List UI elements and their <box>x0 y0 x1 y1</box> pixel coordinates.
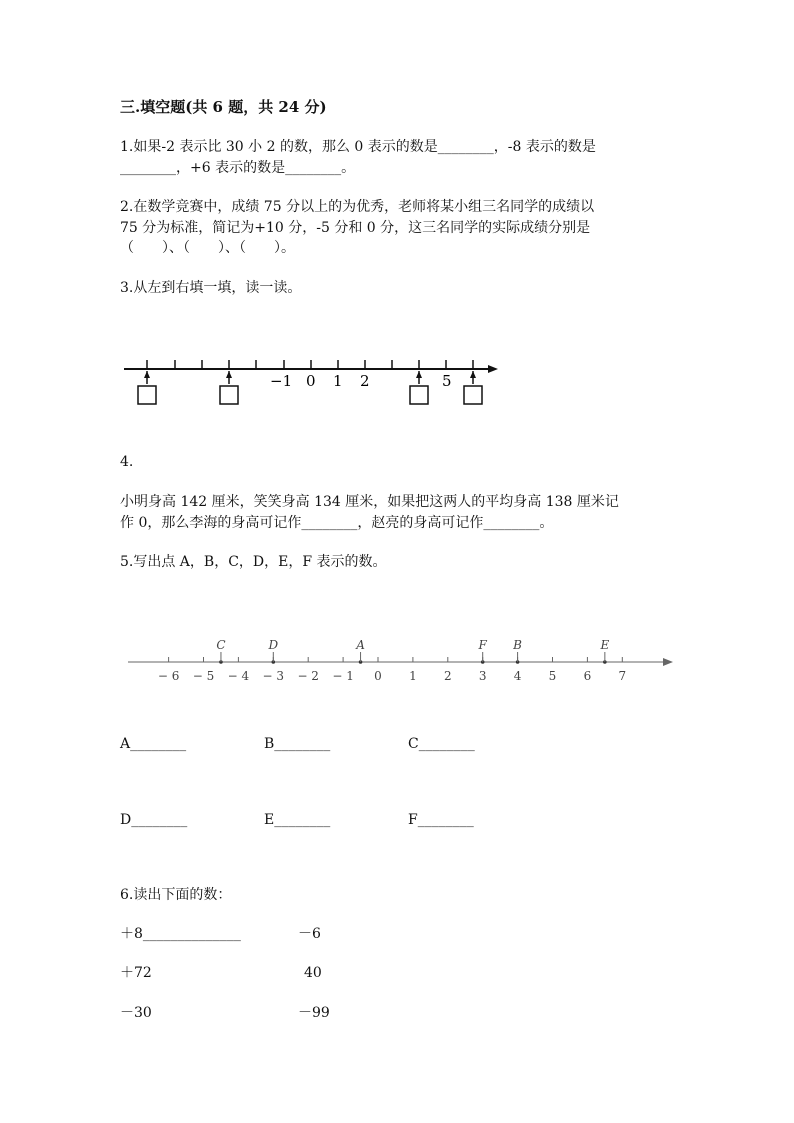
q6-item-3-left: －30 <box>120 1005 152 1021</box>
q3-label-minus-1: −1 <box>270 372 293 390</box>
q5-point-label-f: F <box>478 638 487 652</box>
q5-tick-label: − 2 <box>297 669 319 683</box>
question-4-number: 4. <box>120 454 134 470</box>
q5-tick-label: 6 <box>583 669 592 683</box>
question-2-line-2: 75 分为标准，简记为+10 分，-5 分和 0 分，这三名同学的实际成绩分别是 <box>120 220 591 236</box>
section-title: 三.填空题(共 6 题，共 24 分) <box>120 98 327 116</box>
question-5-text: 5.写出点 A，B，C，D，E，F 表示的数。 <box>120 554 387 570</box>
q5-tick-label: − 5 <box>192 669 215 683</box>
question-6-text: 6.读出下面的数： <box>120 887 232 903</box>
q3-label-5: 5 <box>442 372 452 390</box>
answer-f[interactable]: F________ <box>408 812 474 828</box>
answer-d[interactable]: D________ <box>120 812 188 828</box>
q5-point-label-b: B <box>513 638 523 652</box>
q5-point-label-e: E <box>600 638 610 652</box>
q5-ticks <box>169 657 623 662</box>
q5-tick-label: − 4 <box>227 669 250 683</box>
q3-label-0: 0 <box>306 372 316 390</box>
q5-axis-arrowhead <box>663 658 673 666</box>
question-1-line-1: 1.如果-2 表示比 30 小 2 的数，那么 0 表示的数是________，-8 表示的数是 <box>120 139 596 155</box>
q6-item-2-left: ＋72 <box>120 965 152 981</box>
q5-tick-label: − 3 <box>262 669 285 683</box>
q3-label-1: 1 <box>333 372 343 390</box>
q5-tick-label: 7 <box>618 669 627 683</box>
question-3-text: 3.从左到右填一填，读一读。 <box>120 280 302 296</box>
q5-tick-labels <box>158 669 626 683</box>
question-2-line-3: （ ）、（ ）、（ ）。 <box>120 240 295 256</box>
question-4-line-1: 小明身高 142 厘米，笑笑身高 134 厘米，如果把这两人的平均身高 138 厘米记 <box>120 494 619 510</box>
q5-tick-label: 4 <box>513 669 522 683</box>
q6-item-1-right: －6 <box>298 926 321 942</box>
answer-e[interactable]: E________ <box>264 812 331 828</box>
q6-item-3-right: －99 <box>298 1005 330 1021</box>
q5-point-label-c: C <box>216 638 226 652</box>
q3-label-2: 2 <box>360 372 370 390</box>
q5-tick-label: 5 <box>548 669 557 683</box>
q5-tick-label: 0 <box>374 669 382 683</box>
q6-item-1-left: ＋8______________ <box>120 926 241 942</box>
question-2-line-1: 2.在数学竞赛中，成绩 75 分以上的为优秀，老师将某小组三名同学的成绩以 <box>120 199 595 215</box>
q5-tick-label: − 1 <box>332 669 354 683</box>
q5-point-label-d: D <box>268 638 279 652</box>
answer-a[interactable]: A________ <box>120 736 187 752</box>
q5-tick-label: 3 <box>478 669 487 683</box>
q5-point-label-a: A <box>356 638 365 652</box>
q5-tick-label: 1 <box>409 669 417 683</box>
q6-item-2-right: 40 <box>304 965 322 981</box>
q5-tick-label: 2 <box>443 669 452 683</box>
q5-tick-label: − 6 <box>157 669 180 683</box>
question-4-line-2: 作 0，那么李海的身高可记作________，赵亮的身高可记作________。 <box>120 515 554 531</box>
answer-b[interactable]: B________ <box>264 736 331 752</box>
question-1-line-2: ________，+6 表示的数是________。 <box>120 160 356 176</box>
answer-c[interactable]: C________ <box>408 736 475 752</box>
